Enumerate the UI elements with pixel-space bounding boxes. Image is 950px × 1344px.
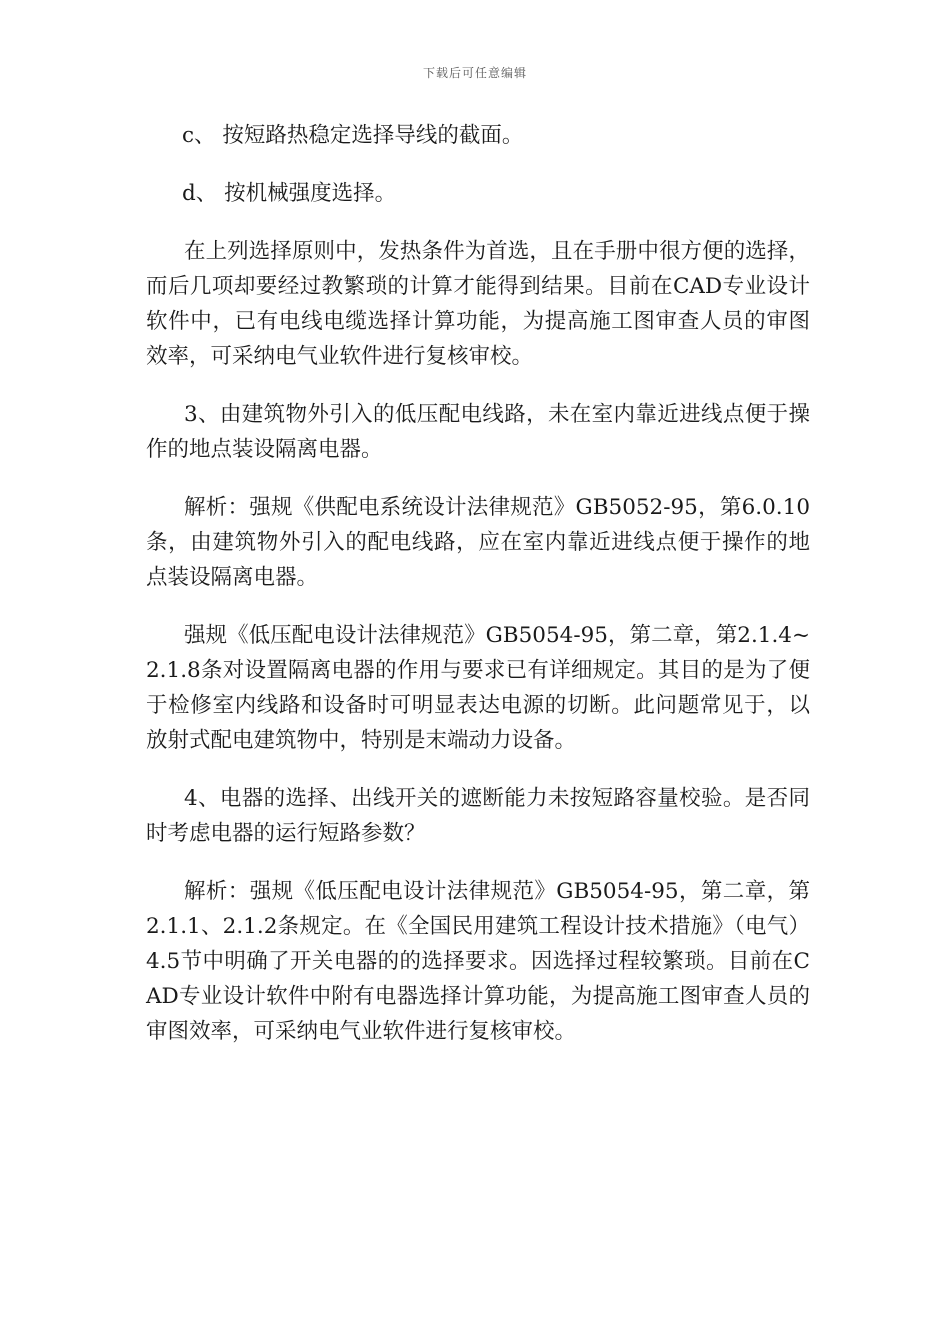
list-item-c: c、 按短路热稳定选择导线的截面。 <box>182 123 524 148</box>
paragraph-item-4: 4、电器的选择、出线开关的遮断能力未按短路容量校验。是否同时考虑电器的运行短路参数？ <box>146 786 810 846</box>
paragraph-item-3: 3、由建筑物外引入的低压配电线路，未在室内靠近进线点便于操作的地点装设隔离电器。 <box>146 402 810 462</box>
paragraph-regulation-detail: 强规《低压配电设计法律规范》GB5054-95，第二章，第2.1.4~2.1.8条对设置隔离电器的作用与要求已有详细规定。其目的是为了便于检修室内线路和设备时可明显表达电源的切断。此问题常见于，以放射式配电建筑物中，特别是末端动力设备。 <box>146 623 810 753</box>
paragraph-analysis-1: 解析：强规《供配电系统设计法律规范》GB5052-95，第6.0.10条，由建筑物外引入的配电线路，应在室内靠近进线点便于操作的地点装设隔离电器。 <box>146 495 810 590</box>
document-body <box>146 118 810 1072</box>
paragraph-analysis-2: 解析：强规《低压配电设计法律规范》GB5054-95，第二章，第2.1.1、2.1.2条规定。在《全国民用建筑工程设计技术措施》（电气）4.5节中明确了开关电器的的选择要求。因选择过程较繁琐。目前在CAD专业设计软件中附有电器选择计算功能，为提高施工图审查人员的审图效率，可采纳电气业软件进行复核审校。 <box>146 879 810 1044</box>
paragraph-selection-principles: 在上列选择原则中，发热条件为首选，且在手册中很方便的选择，而后几项却要经过教繁琐的计算才能得到结果。目前在CAD专业设计软件中，已有电线电缆选择计算功能，为提高施工图审查人员的审图效率，可采纳电气业软件进行复核审校。 <box>146 239 810 369</box>
page-header: 下载后可任意编辑 <box>422 66 527 80</box>
list-item-d: d、 按机械强度选择。 <box>182 181 397 206</box>
